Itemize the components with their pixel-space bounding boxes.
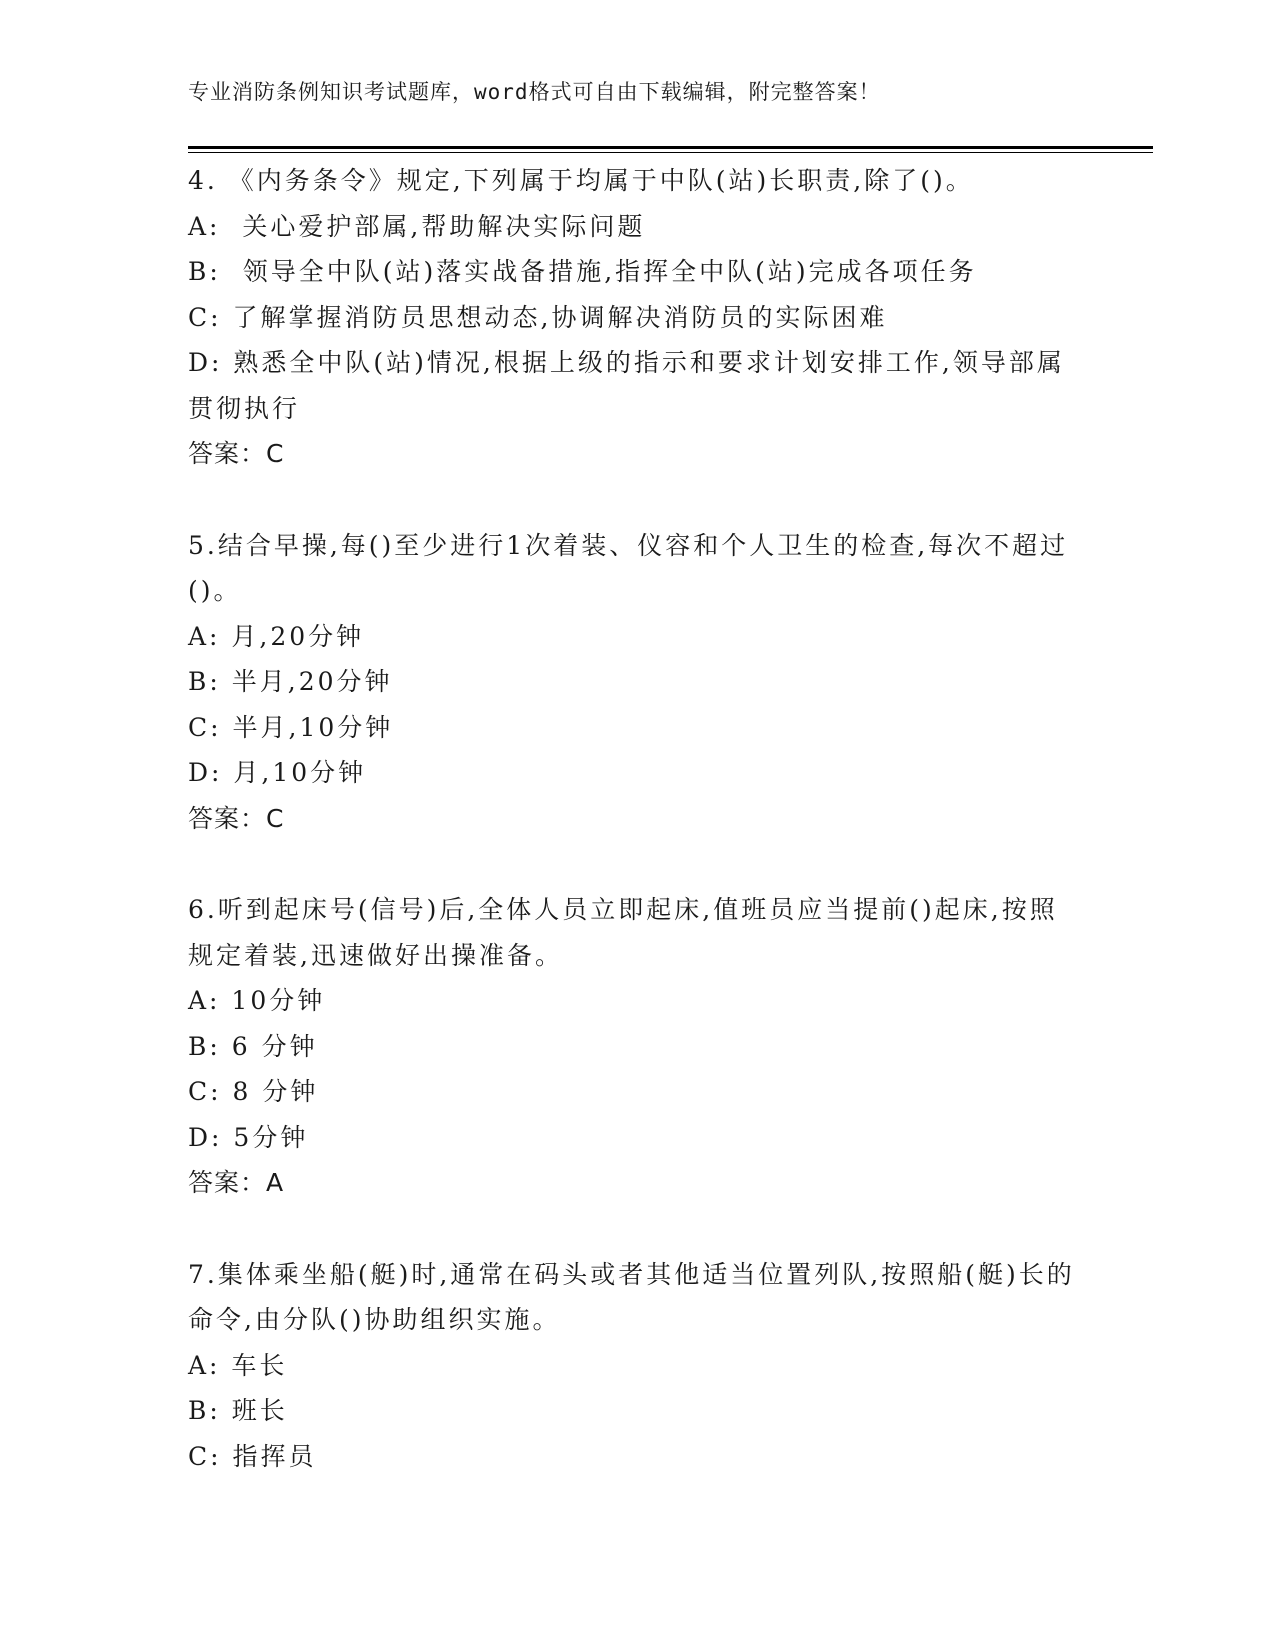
question-7	[188, 1252, 1078, 1480]
header-divider-thin	[188, 152, 1153, 153]
question-stem: 5.结合早操,每()至少进行1次着装、仪容和个人卫生的检查,每次不超过()。	[188, 530, 1069, 605]
answer: 答案：C	[188, 803, 285, 833]
answer: 答案：C	[188, 439, 285, 468]
option-b: B: 半月,20分钟	[188, 667, 393, 696]
answer: 答案：A	[188, 1168, 285, 1197]
option-b: B: 领导全中队(站)落实战备措施,指挥全中队(站)完成各项任务	[188, 257, 977, 286]
question-stem: 6.听到起床号(信号)后,全体人员立即起床,值班员应当提前()起床,按照规定着装,迅速做好出操准备。	[188, 895, 1058, 970]
option-a: A: 关心爱护部属,帮助解决实际问题	[188, 211, 646, 241]
option-d: D: 熟悉全中队(站)情况,根据上级的指示和要求计划安排工作,领导部属贯彻执行	[188, 348, 1065, 423]
question-6	[188, 887, 1078, 1206]
option-b: B: 班长	[188, 1396, 288, 1425]
option-c: C: 了解掌握消防员思想动态,协调解决消防员的实际困难	[188, 302, 888, 332]
option-b: B: 6 分钟	[188, 1031, 318, 1061]
question-4	[188, 158, 1078, 477]
option-c: C: 指挥员	[188, 1441, 317, 1471]
option-a: A: 10分钟	[188, 986, 326, 1015]
question-5	[188, 523, 1078, 842]
document-header: 专业消防条例知识考试题库，word格式可自由下载编辑，附完整答案！	[188, 80, 881, 104]
question-stem: 4. 《内务条令》规定,下列属于均属于中队(站)长职责,除了()。	[188, 166, 974, 195]
question-stem: 7.集体乘坐船(艇)时,通常在码头或者其他适当位置列队,按照船(艇)长的命令,由分队()协助组织实施。	[188, 1259, 1075, 1334]
option-d: D: 5分钟	[188, 1122, 309, 1152]
question-list	[188, 158, 1078, 1479]
header-divider-thick	[188, 146, 1153, 149]
option-a: A: 车长	[188, 1350, 288, 1380]
option-a: A: 月,20分钟	[188, 621, 365, 651]
option-c: C: 半月,10分钟	[188, 712, 394, 742]
option-d: D: 月,10分钟	[188, 758, 367, 787]
option-c: C: 8 分钟	[188, 1077, 319, 1106]
